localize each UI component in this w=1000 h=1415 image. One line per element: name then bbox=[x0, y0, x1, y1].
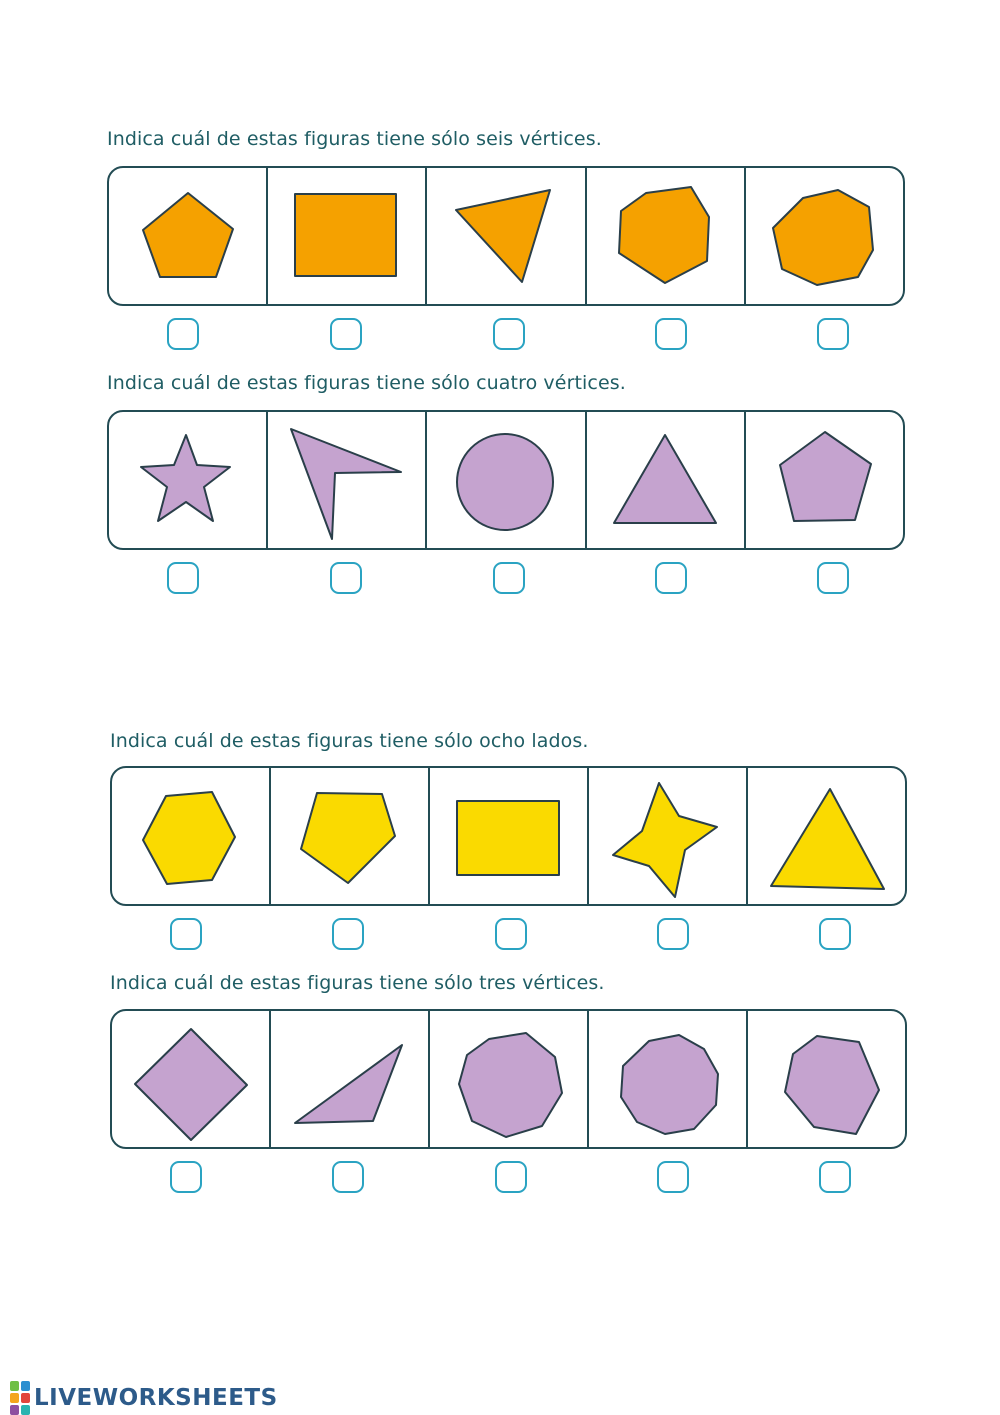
q2-answer-checkbox-5[interactable] bbox=[817, 562, 849, 594]
q3-answer-checkbox-3[interactable] bbox=[495, 918, 527, 950]
question-4-shape-row bbox=[110, 1009, 907, 1149]
q3-cell-5 bbox=[746, 768, 905, 904]
question-2-text: Indica cuál de estas figuras tiene sólo cuatro vértices. bbox=[107, 372, 626, 394]
octagon-shape bbox=[749, 171, 899, 301]
four-point-star-shape bbox=[593, 771, 743, 901]
pentagon-shape bbox=[275, 771, 425, 901]
q4-answer-checkbox-3[interactable] bbox=[495, 1161, 527, 1193]
q4-cell-4 bbox=[587, 1011, 746, 1147]
heptagon-shape bbox=[752, 1014, 902, 1144]
question-4-text: Indica cuál de estas figuras tiene sólo tres vértices. bbox=[110, 972, 605, 994]
triangle-shape bbox=[431, 171, 581, 301]
q2-answer-checkbox-3[interactable] bbox=[493, 562, 525, 594]
q1-cell-5 bbox=[744, 168, 903, 304]
triangle-shape bbox=[590, 415, 740, 545]
q1-cell-1 bbox=[109, 168, 266, 304]
pentagon-shape bbox=[749, 415, 899, 545]
question-1-shape-row bbox=[107, 166, 905, 306]
q3-cell-2 bbox=[269, 768, 428, 904]
q4-cell-2 bbox=[269, 1011, 428, 1147]
q4-cell-1 bbox=[112, 1011, 269, 1147]
logo-text: LIVEWORKSHEETS bbox=[34, 1385, 278, 1411]
triangle-shape bbox=[752, 771, 902, 901]
q4-answer-checkbox-4[interactable] bbox=[657, 1161, 689, 1193]
q3-cell-1 bbox=[112, 768, 269, 904]
q3-answer-checkbox-1[interactable] bbox=[170, 918, 202, 950]
octagon-shape bbox=[434, 1014, 584, 1144]
pentagon-shape bbox=[113, 171, 263, 301]
q4-answer-checkbox-1[interactable] bbox=[170, 1161, 202, 1193]
q2-answer-checkbox-4[interactable] bbox=[655, 562, 687, 594]
q2-cell-2 bbox=[266, 412, 425, 548]
rectangle-shape bbox=[272, 171, 422, 301]
q1-cell-2 bbox=[266, 168, 425, 304]
q3-answer-checkbox-4[interactable] bbox=[657, 918, 689, 950]
q2-answer-checkbox-1[interactable] bbox=[167, 562, 199, 594]
arrowhead-quadrilateral-shape bbox=[272, 415, 422, 545]
q2-answer-checkbox-2[interactable] bbox=[330, 562, 362, 594]
q3-answer-checkbox-5[interactable] bbox=[819, 918, 851, 950]
q1-answer-checkbox-5[interactable] bbox=[817, 318, 849, 350]
circle-shape bbox=[431, 415, 581, 545]
q4-answer-checkbox-2[interactable] bbox=[332, 1161, 364, 1193]
q1-answer-checkbox-2[interactable] bbox=[330, 318, 362, 350]
q2-cell-5 bbox=[744, 412, 903, 548]
q2-cell-4 bbox=[585, 412, 744, 548]
q4-cell-5 bbox=[746, 1011, 905, 1147]
rectangle-shape bbox=[434, 771, 584, 901]
q1-answer-checkbox-1[interactable] bbox=[167, 318, 199, 350]
question-1-text: Indica cuál de estas figuras tiene sólo seis vértices. bbox=[107, 128, 602, 150]
q2-cell-3 bbox=[425, 412, 584, 548]
q2-cell-1 bbox=[109, 412, 266, 548]
q4-answer-checkbox-5[interactable] bbox=[819, 1161, 851, 1193]
q1-answer-checkbox-4[interactable] bbox=[655, 318, 687, 350]
q1-answer-checkbox-3[interactable] bbox=[493, 318, 525, 350]
liveworksheets-logo bbox=[10, 1381, 278, 1415]
question-3-shape-row bbox=[110, 766, 907, 906]
hexagon-shape bbox=[590, 171, 740, 301]
hexagon-shape bbox=[116, 771, 266, 901]
q4-cell-3 bbox=[428, 1011, 587, 1147]
star-shape bbox=[113, 415, 263, 545]
q3-cell-3 bbox=[428, 768, 587, 904]
question-2-shape-row bbox=[107, 410, 905, 550]
logo-mark-icon bbox=[10, 1381, 30, 1415]
question-3-text: Indica cuál de estas figuras tiene sólo ocho lados. bbox=[110, 730, 589, 752]
right-triangle-shape bbox=[275, 1014, 425, 1144]
q3-answer-checkbox-2[interactable] bbox=[332, 918, 364, 950]
q1-cell-3 bbox=[425, 168, 584, 304]
q3-cell-4 bbox=[587, 768, 746, 904]
q1-cell-4 bbox=[585, 168, 744, 304]
decagon-shape bbox=[593, 1014, 743, 1144]
square-diamond-shape bbox=[116, 1014, 266, 1144]
